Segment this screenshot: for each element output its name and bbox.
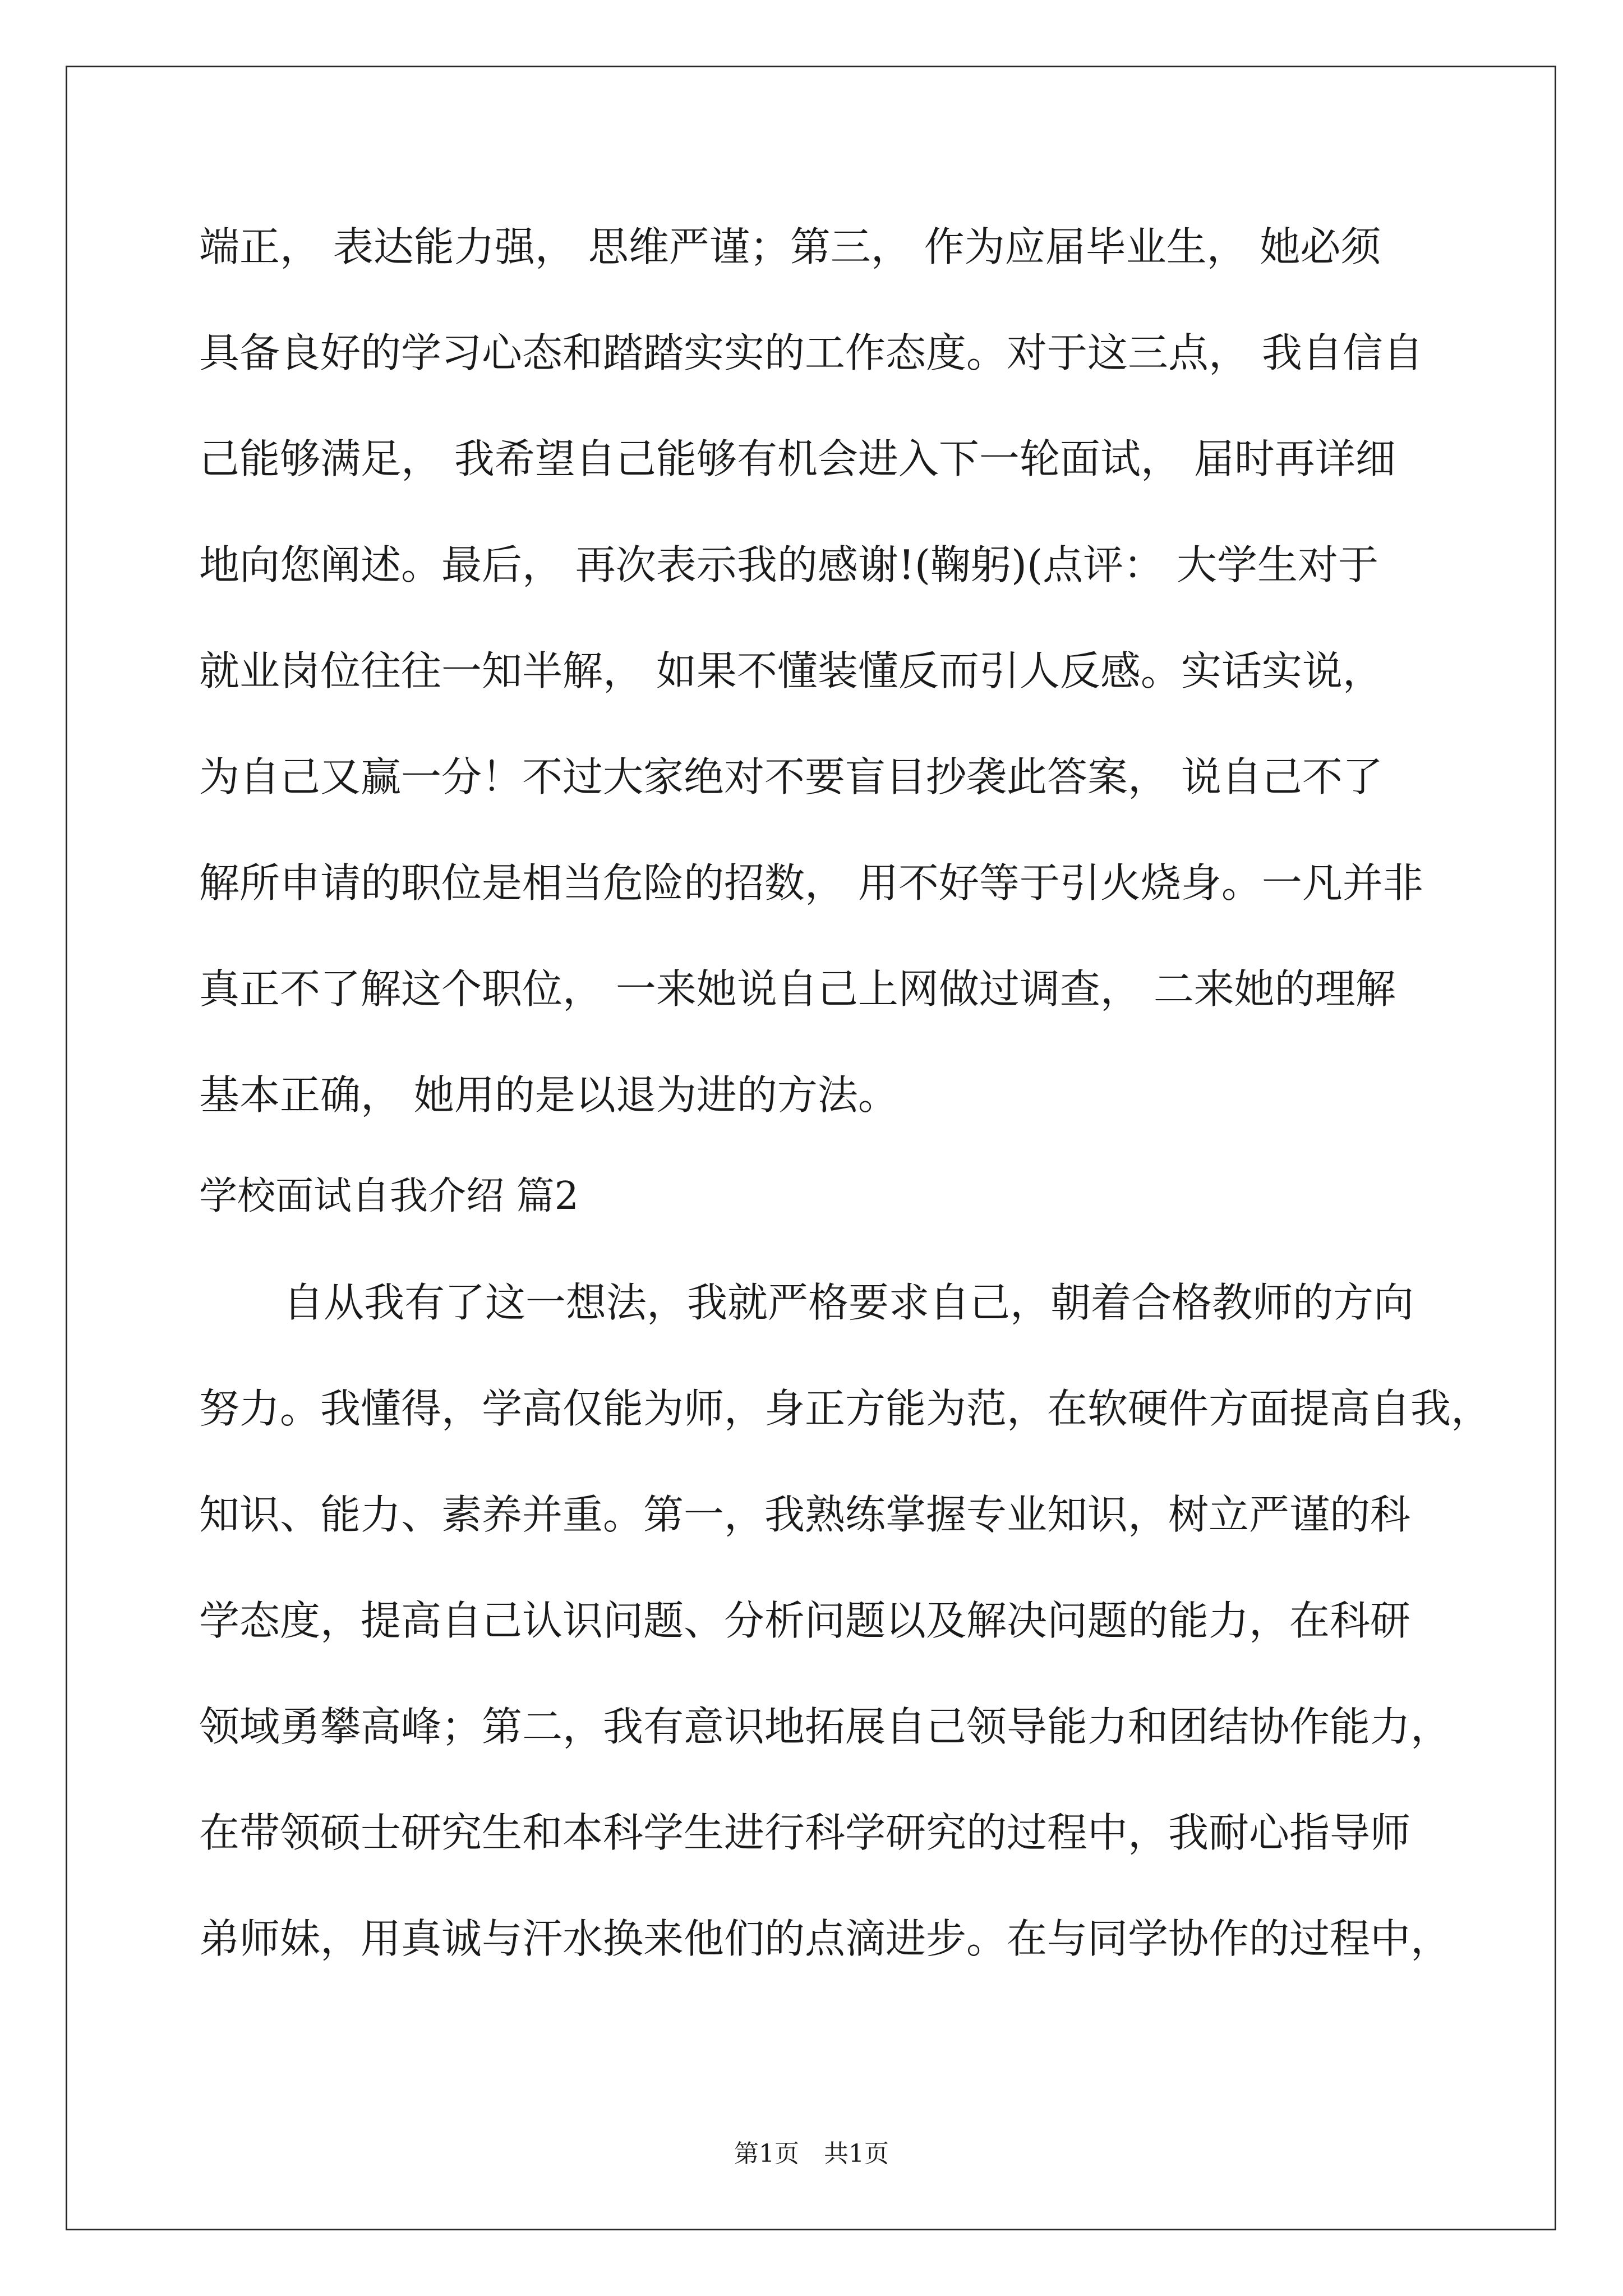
body-text-line: 基本正确， 她用的是以退为进的方法。 (199, 1071, 898, 1119)
body-text-line: 端正， 表达能力强， 思维严谨；第三， 作为应届毕业生， 她必须 (199, 223, 1381, 270)
page-footer: 第1页 共1页 (734, 2139, 889, 2168)
body-text-line: 解所申请的职位是相当危险的招数， 用不好等于引火烧身。一凡并非 (199, 859, 1423, 907)
body-text-line: 努力。我懂得，学高仅能为师，身正方能为范，在软硬件方面提高自我， (199, 1385, 1492, 1432)
body-text-line: 领域勇攀高峰；第二，我有意识地拓展自己领导能力和团结协作能力， (199, 1703, 1451, 1750)
section-heading: 学校面试自我介绍 篇2 (199, 1174, 579, 1218)
body-text-line: 弟师妹，用真诚与汗水换来他们的点滴进步。在与同学协作的过程中， (199, 1915, 1451, 1962)
body-text-line: 学态度，提高自己认识问题、分析问题以及解决问题的能力，在科研 (199, 1597, 1411, 1644)
body-text-line: 就业岗位往往一知半解， 如果不懂装懂反而引人反感。实话实说， (199, 647, 1383, 694)
body-text-line: 真正不了解这个职位， 一来她说自己上网做过调查， 二来她的理解 (199, 965, 1396, 1013)
body-text-line: 地向您阐述。最后， 再次表示我的感谢!(鞠躬)(点评： 大学生对于 (199, 541, 1378, 588)
body-text-line: 为自己又赢一分！不过大家绝对不要盲目抄袭此答案， 说自己不了 (199, 753, 1383, 800)
page-frame (66, 66, 1556, 2230)
body-text-line: 己能够满足， 我希望自己能够有机会进入下一轮面试， 届时再详细 (199, 435, 1396, 482)
body-text-line: 知识、能力、素养并重。第一，我熟练掌握专业知识，树立严谨的科 (199, 1491, 1411, 1538)
body-text-line: 在带领硕士研究生和本科学生进行科学研究的过程中，我耐心指导师 (199, 1809, 1411, 1856)
body-text-line: 具备良好的学习心态和踏踏实实的工作态度。对于这三点， 我自信自 (199, 329, 1423, 376)
body-text-line: 自从我有了这一想法，我就严格要求自己，朝着合格教师的方向 (283, 1279, 1414, 1326)
